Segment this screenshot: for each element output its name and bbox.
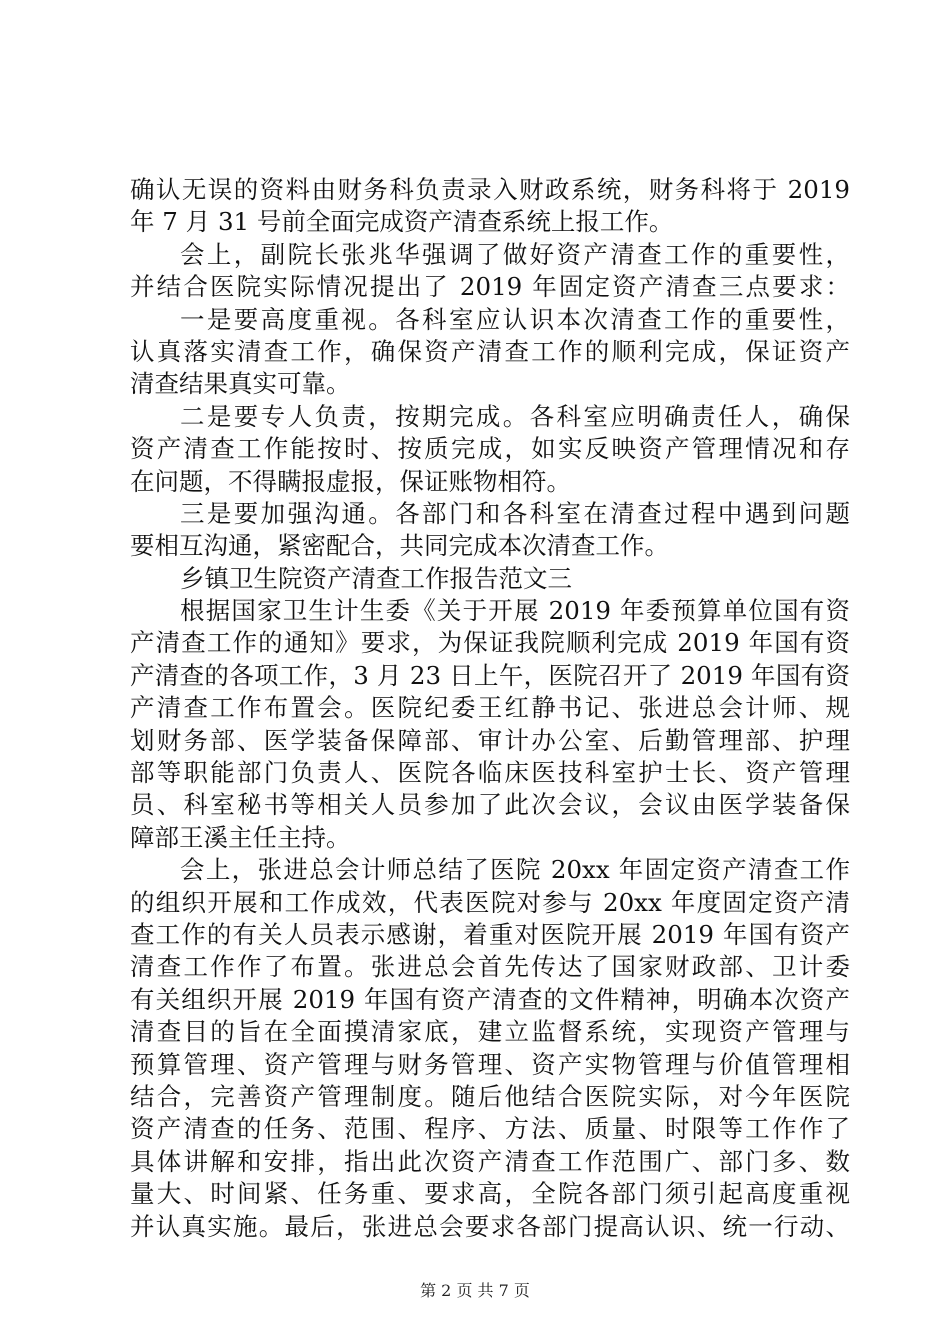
text-line: 员、科室秘书等相关人员参加了此次会议，会议由医学装备保 [130, 790, 850, 820]
text-line: 年 7 月 31 号前全面完成资产清查系统上报工作。 [130, 207, 674, 237]
section-heading: 乡镇卫生院资产清查工作报告范文三 [180, 563, 572, 593]
text-line: 资产清查工作能按时、按质完成，如实反映资产管理情况和存 [130, 434, 850, 464]
text-line: 根据国家卫生计生委《关于开展 2019 年委预算单位国有资 [180, 596, 850, 626]
text-line: 具体讲解和安排，指出此次资产清查工作范围广、部门多、数 [130, 1146, 850, 1176]
text-line: 划财务部、医学装备保障部、审计办公室、后勤管理部、护理 [130, 725, 850, 755]
text-line: 二是要专人负责，按期完成。各科室应明确责任人，确保 [180, 401, 850, 431]
document-body [130, 174, 850, 1243]
text-line: 部等职能部门负责人、医院各临床医技科室护士长、资产管理 [130, 758, 850, 788]
text-line: 并结合医院实际情况提出了 2019 年固定资产清查三点要求： [130, 272, 850, 302]
text-line: 一是要高度重视。各科室应认识本次清查工作的重要性， [180, 304, 850, 334]
text-line: 资产清查的任务、范围、程序、方法、质量、时限等工作作了 [130, 1114, 850, 1144]
text-line: 三是要加强沟通。各部门和各科室在清查过程中遇到问题 [180, 498, 850, 528]
text-line: 有关组织开展 2019 年国有资产清查的文件精神，明确本次资产 [130, 984, 850, 1014]
text-line: 清查结果真实可靠。 [130, 369, 351, 399]
text-line: 认真落实清查工作，确保资产清查工作的顺利完成，保证资产 [130, 336, 850, 366]
text-line: 预算管理、资产管理与财务管理、资产实物管理与价值管理相 [130, 1049, 850, 1079]
page-number-footer: 第 2 页 共 7 页 [420, 1281, 530, 1300]
text-line: 产清查的各项工作，3 月 23 日上午，医院召开了 2019 年国有资 [130, 660, 850, 690]
text-line: 清查工作作了布置。张进总会首先传达了国家财政部、卫计委 [130, 952, 850, 982]
text-line: 的组织开展和工作成效，代表医院对参与 20xx 年度固定资产清 [130, 887, 850, 917]
text-line: 量大、时间紧、任务重、要求高，全院各部门须引起高度重视 [130, 1179, 850, 1209]
text-line: 会上，副院长张兆华强调了做好资产清查工作的重要性， [180, 239, 850, 269]
text-line: 会上，张进总会计师总结了医院 20xx 年固定资产清查工作 [180, 855, 850, 885]
text-line: 障部王溪主任主持。 [130, 822, 351, 852]
text-line: 查工作的有关人员表示感谢，着重对医院开展 2019 年国有资产 [130, 919, 850, 949]
text-line: 在问题，不得瞒报虚报，保证账物相符。 [130, 466, 571, 496]
text-line: 并认真实施。最后，张进总会要求各部门提高认识、统一行动、 [130, 1211, 850, 1241]
text-line: 要相互沟通，紧密配合，共同完成本次清查工作。 [130, 531, 669, 561]
text-line: 清查目的旨在全面摸清家底，建立监督系统，实现资产管理与 [130, 1017, 850, 1047]
text-line: 确认无误的资料由财务科负责录入财政系统，财务科将于 2019 [130, 175, 850, 204]
text-line: 产清查工作布置会。医院纪委王红静书记、张进总会计师、规 [130, 693, 850, 723]
text-line: 产清查工作的通知》要求，为保证我院顺利完成 2019 年国有资 [130, 628, 850, 658]
text-line: 结合，完善资产管理制度。随后他结合医院实际，对今年医院 [130, 1081, 850, 1111]
